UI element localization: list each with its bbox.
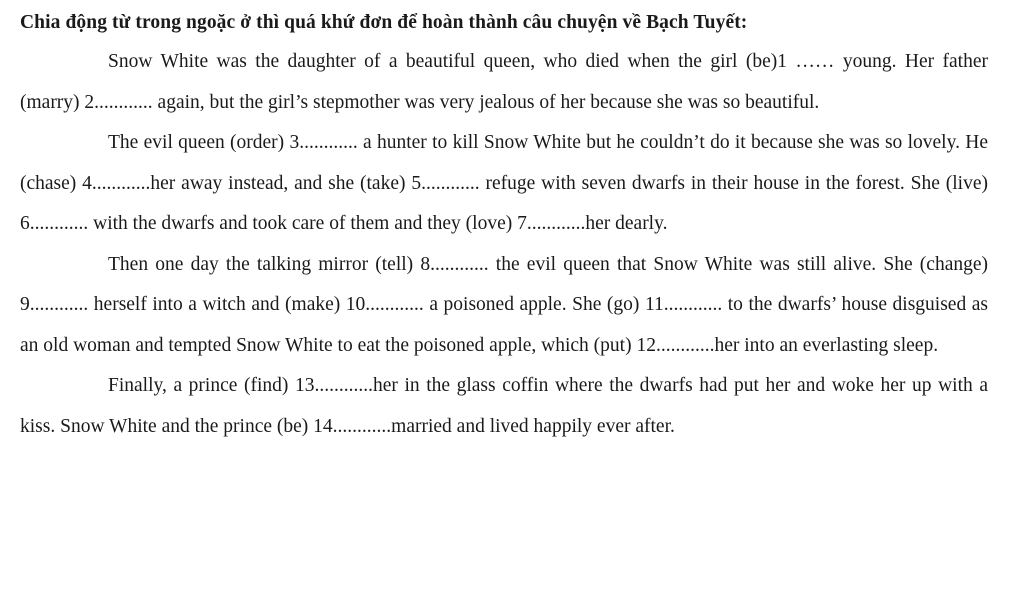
exercise-document bbox=[20, 6, 988, 447]
exercise-instruction: Chia động từ trong ngoặc ở thì quá khứ đơn để hoàn thành câu chuyện về Bạch Tuyết: bbox=[20, 12, 748, 33]
story-paragraph-2: The evil queen (order) 3............ a hunter to kill Snow White but he couldn’t do it because she was so lovely. He (chase) 4............her away instead, and she (take) 5............ refuge with seven dwarfs in their house in the forest. She (live) 6............ with the dwarfs and took care of them and they (love) 7............her dearly. bbox=[20, 132, 988, 234]
story-paragraph-1: Snow White was the daughter of a beautiful queen, who died when the girl (be)1 …… young. Her father (marry) 2............ again, but the girl’s stepmother was very jealous of her because she was so beautiful. bbox=[20, 51, 988, 113]
story-paragraph-4: Finally, a prince (find) 13............her in the glass coffin where the dwarfs had put her and woke her up with a kiss. Snow White and the prince (be) 14............married and lived happily ever after. bbox=[20, 375, 988, 437]
story-paragraph-3: Then one day the talking mirror (tell) 8............ the evil queen that Snow White was still alive. She (change) 9............ herself into a witch and (make) 10............ a poisoned apple. She (go) 11............ to the dwarfs’ house disguised as an old woman and tempted Snow White to eat the poisoned apple, which (put) 12............her into an everlasting sleep. bbox=[20, 253, 988, 356]
